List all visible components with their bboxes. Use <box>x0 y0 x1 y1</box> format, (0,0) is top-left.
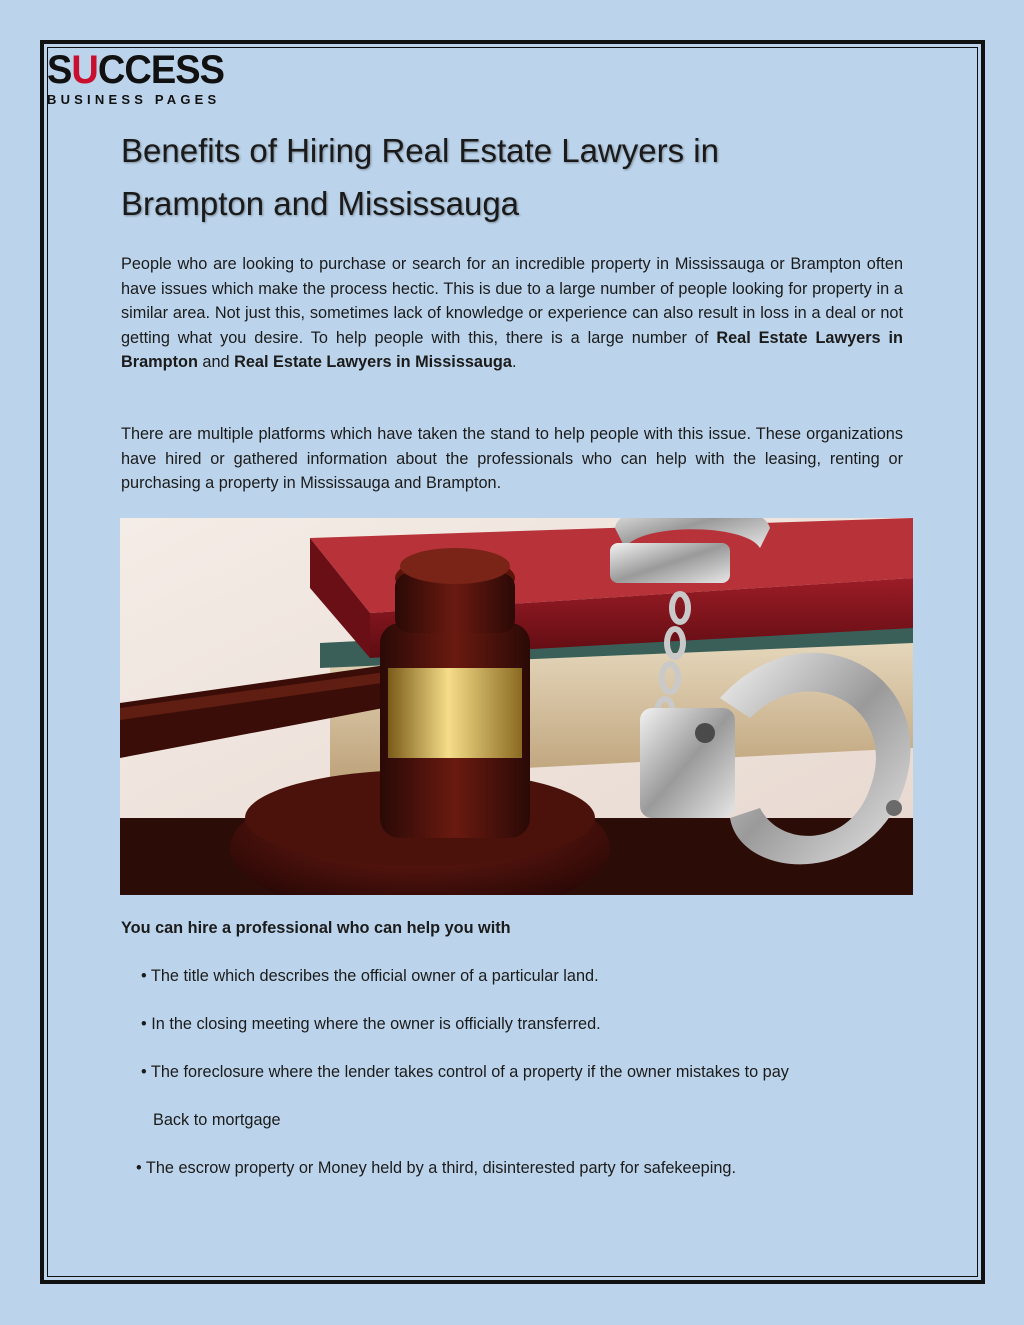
list-item-escrow: • The escrow property or Money held by a third, disinterested party for safekeeping. <box>136 1159 736 1177</box>
gavel-handcuffs-photo <box>120 518 913 895</box>
title-line-1: Benefits of Hiring Real Estate Lawyers in <box>121 132 719 169</box>
list-item-title: • The title which describes the official owner of a particular land. <box>141 967 599 985</box>
list-item-foreclosure-continued: Back to mortgage <box>153 1111 281 1129</box>
title-line-2: Brampton and Mississauga <box>121 185 520 222</box>
platforms-paragraph: There are multiple platforms which have taken the stand to help people with this issue. These organizations have hired or gathered information about the professionals who can help with the leasing, renting or purchasing a property in Mississauga and Brampton. <box>121 425 903 492</box>
services-subheading: You can hire a professional who can help you with <box>121 919 511 937</box>
list-item-foreclosure: • The foreclosure where the lender takes control of a property if the owner mistakes to pay <box>141 1063 789 1081</box>
gavel-handcuffs-illustration <box>120 518 913 895</box>
keyword-brampton-lawyers: Real Estate Lawyers in Brampton <box>121 328 903 371</box>
list-item-closing: • In the closing meeting where the owner is officially transferred. <box>141 1015 601 1033</box>
logo-maple-leaf-letter: U <box>71 48 98 92</box>
logo-tagline: BUSINESS PAGES <box>47 92 221 107</box>
keyword-mississauga-lawyers: Real Estate Lawyers in Mississauga <box>234 353 512 371</box>
intro-paragraph: People who are looking to purchase or search for an incredible property in Mississauga or Brampton often have issues which make the process hectic. This is due to a large number of people looking for property in a similar area. Not just this, sometimes lack of knowledge or experience can also result in loss in a deal or not getting what you desire. To help people with this, there is a large number of Real Estate Lawyers in Brampton and Real Estate Lawyers in Mississauga. <box>121 255 903 371</box>
page-title <box>121 124 881 230</box>
logo-wordmark: SUCCESS <box>47 48 225 92</box>
success-business-pages-logo <box>47 48 225 110</box>
